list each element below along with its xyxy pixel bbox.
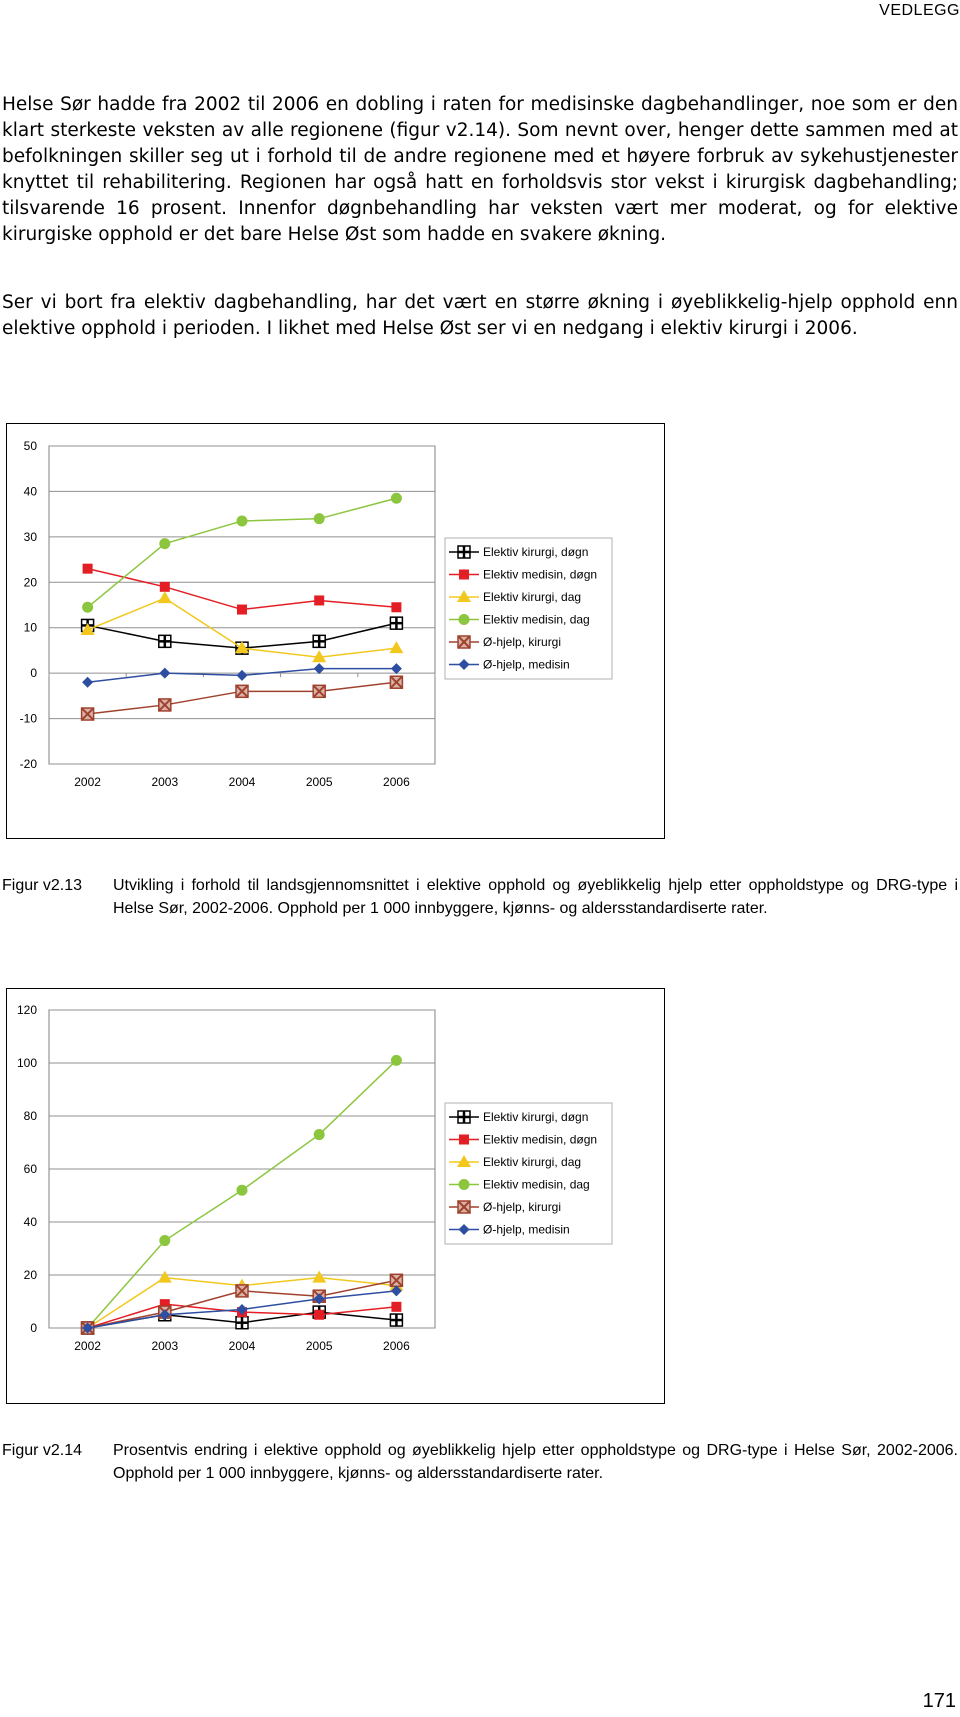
legend-item <box>449 635 561 649</box>
data-point <box>236 1317 248 1329</box>
body-paragraph-1: Helse Sør hadde fra 2002 til 2006 en dobling i raten for medisinske dagbehandlinger, noe som er den klart sterkeste veksten av alle regionene (figur v2.14). Som nevnt over, henger dette sammen med at befolkningen skiller seg ut i forhold til de andre regionene med et høyere forbruk av sykehustjenester knyttet til rehabilitering. Regionen har også hatt en forholdsvis stor vekst i kirurgisk dagbehandling; tilsvarende 16 prosent. Innenfor døgnbehandling har veksten vært mer moderat, og for elektive kirurgiske opphold er det bare Helse Øst som hadde en svakere økning. <box>2 94 958 245</box>
legend-label: Elektiv kirurgi, døgn <box>483 1110 589 1124</box>
data-point <box>314 1310 324 1320</box>
data-point <box>237 605 247 615</box>
data-point <box>236 1285 248 1297</box>
legend-marker <box>459 614 470 625</box>
data-point <box>314 513 325 524</box>
data-point <box>82 602 93 613</box>
data-point <box>159 538 170 549</box>
data-point <box>159 635 171 647</box>
page-number: 171 <box>922 1690 956 1712</box>
x-tick-label: 2004 <box>228 1339 256 1353</box>
legend-label: Ø-hjelp, kirurgi <box>483 1200 562 1214</box>
figure-v2-14-chart <box>6 988 665 1404</box>
legend-marker <box>459 570 469 580</box>
legend-marker <box>458 636 470 648</box>
data-point <box>313 685 325 697</box>
x-tick-label: 2006 <box>383 775 410 789</box>
x-tick-label: 2005 <box>305 1339 333 1353</box>
caption-text: Prosentvis endring i elektive opphold og øyeblikkelig hjelp etter oppholdstype og DRG-type i Helse Sør, 2002-2006. Opphold per 1 000 innbyggere, kjønns- og aldersstandardiserte rater. <box>113 1442 958 1482</box>
y-tick-label: 0 <box>30 1321 37 1335</box>
legend-label: Elektiv kirurgi, dag <box>483 1155 582 1169</box>
legend-marker <box>458 1201 470 1213</box>
legend <box>445 538 612 679</box>
y-tick-label: 80 <box>23 1109 37 1123</box>
y-tick-label: 60 <box>23 1162 37 1176</box>
data-point <box>236 685 248 697</box>
data-point <box>314 1129 325 1140</box>
data-point <box>391 1055 402 1066</box>
y-tick-label: 50 <box>23 439 37 453</box>
legend-label: Ø-hjelp, kirurgi <box>483 635 562 649</box>
y-tick-label: 30 <box>23 529 37 544</box>
y-tick-label: 10 <box>23 620 37 635</box>
x-tick-label: 2003 <box>151 775 179 789</box>
legend-label: Elektiv kirurgi, døgn <box>483 545 589 559</box>
x-tick-label: 2005 <box>305 775 333 789</box>
y-tick-label: 100 <box>16 1056 37 1070</box>
figure-v2-14-caption <box>2 1439 958 1489</box>
data-point <box>390 676 402 688</box>
data-point <box>313 635 325 647</box>
data-point <box>83 564 93 574</box>
data-point <box>237 1185 248 1196</box>
legend-marker <box>459 1179 470 1190</box>
legend-label: Elektiv medisin, dag <box>483 1177 590 1192</box>
data-point <box>160 582 170 592</box>
legend <box>445 1103 612 1244</box>
y-tick-label: 20 <box>23 575 37 590</box>
legend-label: Ø-hjelp, medisin <box>483 657 570 672</box>
plot-area <box>49 1010 435 1334</box>
legend-label: Elektiv medisin, døgn <box>483 567 598 582</box>
x-tick-label: 2002 <box>74 1339 101 1353</box>
x-tick-label: 2004 <box>228 775 256 789</box>
caption-text: Utvikling i forhold til landsgjennomsnittet i elektive opphold og øyeblikkelig hjelp etter oppholdstype og DRG-type i Helse Sør, 2002-2006. Opphold per 1 000 innbyggere, kjønns- og aldersstandardiserte rater. <box>113 877 958 917</box>
x-tick-label: 2003 <box>151 1339 179 1353</box>
data-point <box>390 617 402 629</box>
y-tick-label: 120 <box>16 1003 37 1017</box>
data-point <box>159 699 171 711</box>
y-tick-label: 0 <box>30 666 37 681</box>
figure-v2-14-svg <box>7 989 664 1403</box>
data-point <box>391 1302 401 1312</box>
data-point <box>390 1314 402 1326</box>
data-point <box>159 1235 170 1246</box>
legend-label: Elektiv medisin, dag <box>483 612 590 627</box>
x-tick-label: 2006 <box>383 1339 410 1353</box>
caption-label: Figur v2.14 <box>2 1442 83 1459</box>
data-point <box>391 493 402 504</box>
legend-item <box>449 1110 588 1124</box>
data-point <box>82 708 94 720</box>
data-point <box>237 515 248 526</box>
figure-v2-13-caption <box>2 874 958 924</box>
data-point <box>314 595 324 605</box>
data-point <box>390 1274 402 1286</box>
y-tick-label: 20 <box>23 1268 37 1282</box>
x-tick-label: 2002 <box>74 775 101 789</box>
data-point <box>391 602 401 612</box>
legend-label: Ø-hjelp, medisin <box>483 1222 570 1237</box>
legend-label: Elektiv kirurgi, dag <box>483 590 582 604</box>
legend-marker <box>458 1111 470 1123</box>
legend-marker <box>459 1135 469 1145</box>
plot-area <box>49 446 435 764</box>
caption-label: Figur v2.13 <box>2 877 83 894</box>
y-tick-label: 40 <box>23 1215 37 1229</box>
body-paragraph-2: Ser vi bort fra elektiv dagbehandling, har det vært en større økning i øyeblikkelig-hjelp opphold enn elektive opphold i perioden. I likhet med Helse Øst ser vi en nedgang i elektiv kirurgi i 2006. <box>2 292 958 339</box>
figure-v2-13-chart <box>6 423 665 839</box>
y-tick-label: -20 <box>19 757 37 771</box>
y-tick-label: -10 <box>19 711 37 726</box>
legend-marker <box>458 546 470 558</box>
legend-label: Elektiv medisin, døgn <box>483 1132 598 1147</box>
y-tick-label: 40 <box>23 484 37 499</box>
legend-item <box>449 545 588 559</box>
running-header: VEDLEGG <box>879 2 960 19</box>
legend-item <box>449 1200 561 1214</box>
figure-v2-13-svg <box>7 424 664 838</box>
